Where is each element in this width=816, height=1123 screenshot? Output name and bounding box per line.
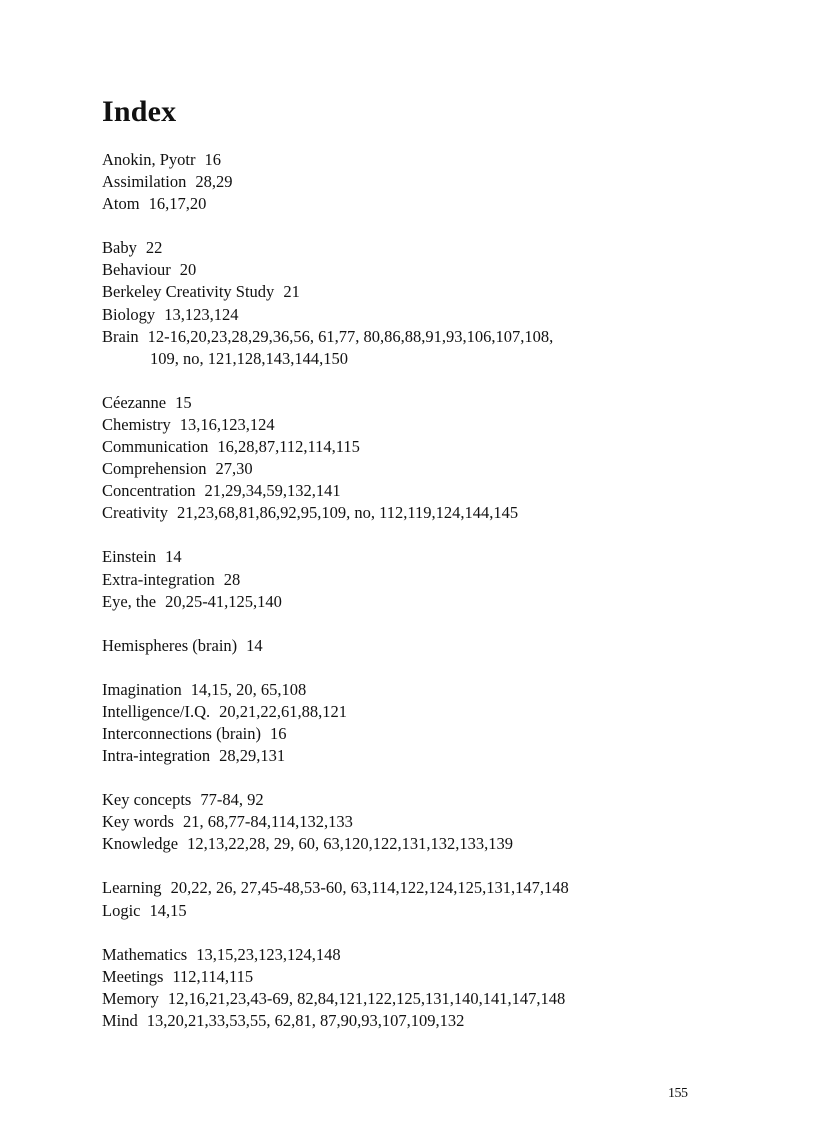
page-title: Index xyxy=(102,95,177,128)
entry-pages: 20,21,22,61,88,121 xyxy=(219,701,347,721)
entry-pages: 15 xyxy=(175,392,192,412)
entry-pages: 12,16,21,23,43-69, 82,84,121,122,125,131,140,141,147,148 xyxy=(167,988,566,1008)
entry-pages: 13,15,23,123,124,148 xyxy=(196,944,341,964)
entry-term: Comprehension xyxy=(102,459,207,479)
index-group-m xyxy=(102,944,742,1032)
index-entry xyxy=(102,966,742,988)
entry-term: Creativity xyxy=(102,503,168,523)
index-entry xyxy=(102,281,742,303)
index-entry xyxy=(102,149,742,171)
entry-pages: 16,28,87,112,114,115 xyxy=(217,437,360,457)
entry-term: Atom xyxy=(102,194,140,214)
index-body xyxy=(102,149,742,1054)
index-entry xyxy=(102,944,742,966)
entry-term: Einstein xyxy=(102,547,157,567)
index-group-l xyxy=(102,877,742,921)
entry-pages: 21,29,34,59,132,141 xyxy=(204,481,341,501)
entry-pages: 14 xyxy=(165,547,182,567)
entry-term: Anokin, Pyotr xyxy=(102,150,196,169)
entry-pages: 14 xyxy=(246,635,263,655)
index-entry xyxy=(102,811,742,833)
entry-term: Berkeley Creativity Study xyxy=(102,282,275,302)
entry-pages: 16 xyxy=(204,150,222,169)
entry-term: Concentration xyxy=(102,481,196,501)
entry-term: Interconnections (brain) xyxy=(102,723,261,743)
index-entry xyxy=(102,502,742,524)
entry-term: Biology xyxy=(102,304,156,324)
page-number: 155 xyxy=(668,1086,688,1101)
entry-pages: 77-84, 92 xyxy=(200,790,264,810)
entry-pages: 20 xyxy=(179,260,197,280)
entry-term: Brain xyxy=(102,326,139,346)
index-entry xyxy=(102,480,742,502)
entry-pages: 28,29 xyxy=(195,172,233,192)
entry-pages: 21 xyxy=(283,282,300,302)
index-entry xyxy=(102,701,742,723)
entry-term: Eye, the xyxy=(102,591,157,611)
index-entry xyxy=(102,591,742,613)
entry-pages: 28 xyxy=(223,569,241,589)
entry-term: Communication xyxy=(102,437,209,457)
entry-pages: 112,114,115 xyxy=(172,966,254,986)
entry-term: Knowledge xyxy=(102,834,179,854)
entry-pages: 28,29,131 xyxy=(219,746,286,766)
index-entry xyxy=(102,569,742,591)
entry-term: Céezanne xyxy=(102,392,167,412)
entry-pages: 13,16,123,124 xyxy=(179,414,275,434)
index-group-b xyxy=(102,237,742,370)
index-entry xyxy=(102,326,742,370)
index-entry xyxy=(102,789,742,811)
entry-pages: 27,30 xyxy=(215,459,253,479)
index-entry xyxy=(102,877,742,899)
entry-term: Key concepts xyxy=(102,790,192,810)
entry-term: Hemispheres (brain) xyxy=(102,635,238,655)
entry-pages: 21,23,68,81,86,92,95,109, no, 112,119,124,144,145 xyxy=(176,503,519,523)
entry-pages: 12-16,20,23,28,29,36,56, 61,77, 80,86,88,91,93,106,107,108, xyxy=(147,326,554,346)
index-entry xyxy=(102,304,742,326)
index-entry xyxy=(102,988,742,1010)
entry-pages: 14,15, 20, 65,108 xyxy=(190,679,307,699)
index-entry xyxy=(102,237,742,259)
entry-term: Baby xyxy=(102,238,137,258)
index-group-h xyxy=(102,635,742,657)
index-entry xyxy=(102,259,742,281)
entry-term: Key words xyxy=(102,812,174,832)
entry-pages: 20,22, 26, 27,45-48,53-60, 63,114,122,124,125,131,147,148 xyxy=(170,878,569,898)
entry-term: Assimilation xyxy=(102,172,187,192)
index-group-e xyxy=(102,546,742,612)
entry-pages: 13,20,21,33,53,55, 62,81, 87,90,93,107,109,132 xyxy=(146,1010,465,1030)
entry-pages: 13,123,124 xyxy=(164,304,239,324)
entry-pages: 14,15 xyxy=(149,900,187,920)
entry-pages: 22 xyxy=(145,238,163,258)
index-group-k xyxy=(102,789,742,855)
entry-term: Intelligence/I.Q. xyxy=(102,701,211,721)
entry-term: Behaviour xyxy=(102,260,171,280)
entry-term: Extra-integration xyxy=(102,569,215,589)
entry-term: Mind xyxy=(102,1010,138,1030)
index-entry xyxy=(102,900,742,922)
entry-term: Mathematics xyxy=(102,944,188,964)
entry-pages-continuation: 109, no, 121,128,143,144,150 xyxy=(150,348,348,368)
entry-term: Intra-integration xyxy=(102,746,211,766)
index-entry xyxy=(102,723,742,745)
index-group-c xyxy=(102,392,742,525)
index-entry xyxy=(102,546,742,568)
index-entry xyxy=(102,392,742,414)
index-entry xyxy=(102,1010,742,1032)
entry-term: Imagination xyxy=(102,679,182,699)
index-group-a xyxy=(102,149,742,215)
entry-term: Memory xyxy=(102,988,159,1008)
index-entry xyxy=(102,171,742,193)
entry-term: Logic xyxy=(102,900,141,920)
entry-term: Meetings xyxy=(102,966,164,986)
entry-pages: 16,17,20 xyxy=(148,194,207,214)
entry-pages: 12,13,22,28, 29, 60, 63,120,122,131,132,133,139 xyxy=(187,834,513,854)
index-entry xyxy=(102,635,742,657)
entry-term: Chemistry xyxy=(102,414,171,434)
entry-pages: 16 xyxy=(269,723,287,743)
entry-pages: 20,25-41,125,140 xyxy=(165,591,282,611)
index-entry xyxy=(102,193,742,215)
index-entry xyxy=(102,414,742,436)
index-entry xyxy=(102,436,742,458)
index-entry xyxy=(102,679,742,701)
index-entry xyxy=(102,458,742,480)
index-entry xyxy=(102,833,742,855)
entry-pages: 21, 68,77-84,114,132,133 xyxy=(182,812,353,832)
entry-term: Learning xyxy=(102,878,162,898)
index-group-i xyxy=(102,679,742,767)
index-entry xyxy=(102,745,742,767)
